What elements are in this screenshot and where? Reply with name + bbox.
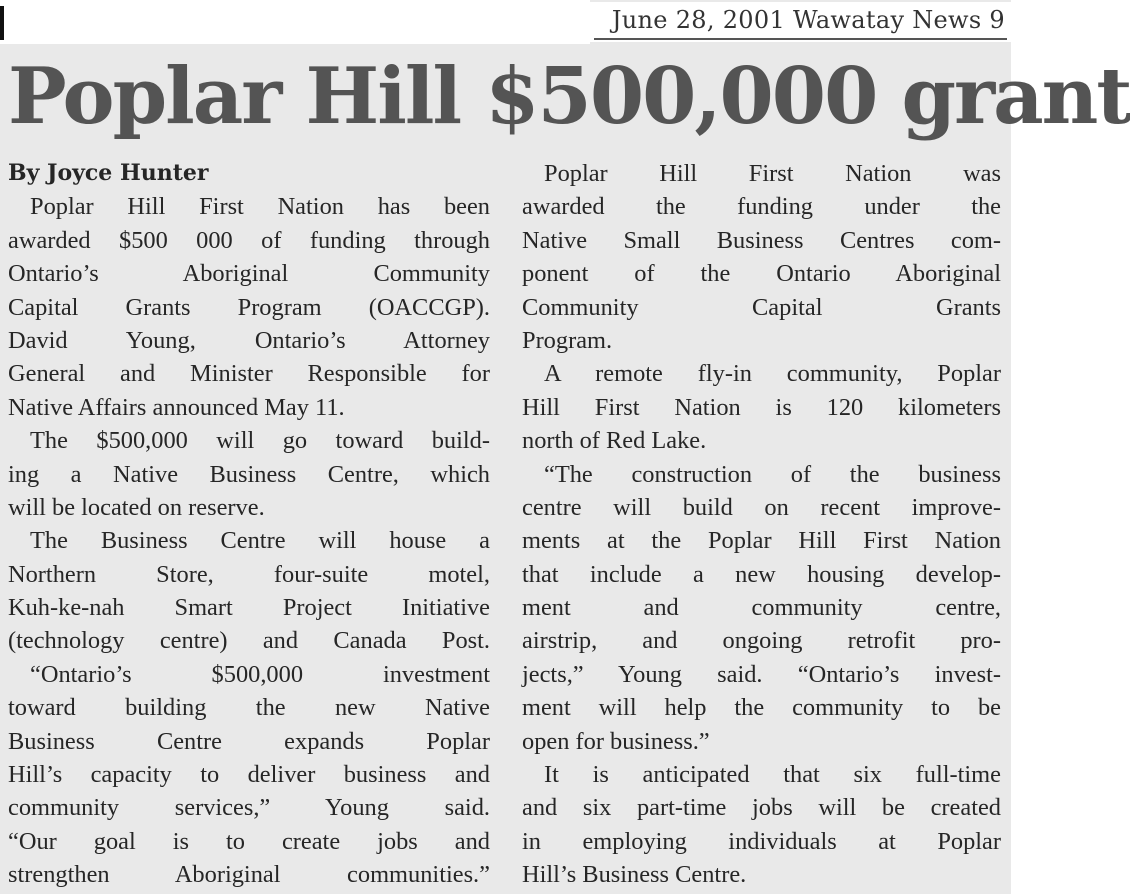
text-line: ponent of the Ontario Aboriginal (522, 260, 1001, 288)
text-line: A remote fly-in community, Poplar (544, 360, 1001, 388)
text-line: Ontario’s Aboriginal Community (8, 260, 490, 288)
text-line: that include a new housing develop- (522, 560, 1001, 588)
right-column (522, 157, 1001, 892)
top-margin (0, 0, 590, 44)
dateline-text: June 28, 2001 Wawatay News 9 (611, 6, 1005, 34)
text-line: and six part-time jobs will be created (522, 794, 1001, 822)
byline: By Joyce Hunter (8, 160, 209, 186)
text-line: “Ontario’s $500,000 investment (30, 660, 490, 688)
text-line: General and Minister Responsible for (8, 360, 490, 388)
text-line: Hill’s Business Centre. (522, 861, 747, 889)
text-line: “The construction of the business (544, 460, 1001, 488)
text-line: ment and community centre, (522, 594, 1001, 622)
text-line: jects,” Young said. “Ontario’s invest- (522, 660, 1001, 688)
text-line: Hill First Nation is 120 kilometers (522, 393, 1001, 421)
text-line: Kuh-ke-nah Smart Project Initiative (8, 594, 490, 622)
text-line: Poplar Hill First Nation was (544, 160, 1001, 187)
text-line: open for business.” (522, 727, 710, 755)
text-line: “Our goal is to create jobs and (8, 827, 490, 855)
headline: Poplar Hill $500,000 grant (8, 51, 1130, 142)
text-line: ments at the Poplar Hill First Nation (522, 527, 1001, 555)
text-line: awarded the funding under the (522, 193, 1001, 221)
text-line: awarded $500 000 of funding through (8, 226, 490, 254)
text-line: strengthen Aboriginal communities.” (8, 861, 490, 889)
text-line: north of Red Lake. (522, 427, 707, 455)
text-line: Native Affairs announced May 11. (8, 393, 345, 421)
left-column-body (8, 190, 490, 891)
dateline-rule (594, 38, 1007, 40)
text-line: ing a Native Business Centre, which (8, 460, 490, 488)
right-column-body (522, 157, 1001, 892)
text-line: community services,” Young said. (8, 794, 490, 822)
text-line: It is anticipated that six full-time (544, 761, 1001, 789)
text-line: in employing individuals at Poplar (522, 827, 1001, 855)
dateline (590, 2, 1011, 42)
text-line: Business Centre expands Poplar (8, 727, 490, 755)
text-line: Program. (522, 326, 613, 354)
text-line: ment will help the community to be (522, 694, 1001, 722)
text-line: Northern Store, four-suite motel, (8, 560, 490, 588)
text-line: Native Small Business Centres com- (522, 226, 1001, 254)
text-line: Capital Grants Program (OACCGP). (8, 293, 490, 321)
text-line: Poplar Hill First Nation has been (30, 193, 490, 221)
left-column (8, 157, 490, 892)
text-line: will be located on reserve. (8, 493, 265, 521)
text-line: airstrip, and ongoing retrofit pro- (522, 627, 1001, 655)
scan-edge-mark (0, 6, 4, 40)
text-line: toward building the new Native (8, 694, 490, 722)
text-line: The $500,000 will go toward build- (30, 427, 490, 455)
text-line: The Business Centre will house a (30, 527, 490, 555)
text-line: Hill’s capacity to deliver business and (8, 761, 490, 789)
text-line: centre will build on recent improve- (522, 493, 1001, 521)
text-line: David Young, Ontario’s Attorney (8, 326, 490, 354)
text-line: Community Capital Grants (522, 293, 1001, 321)
text-line: (technology centre) and Canada Post. (8, 627, 490, 655)
